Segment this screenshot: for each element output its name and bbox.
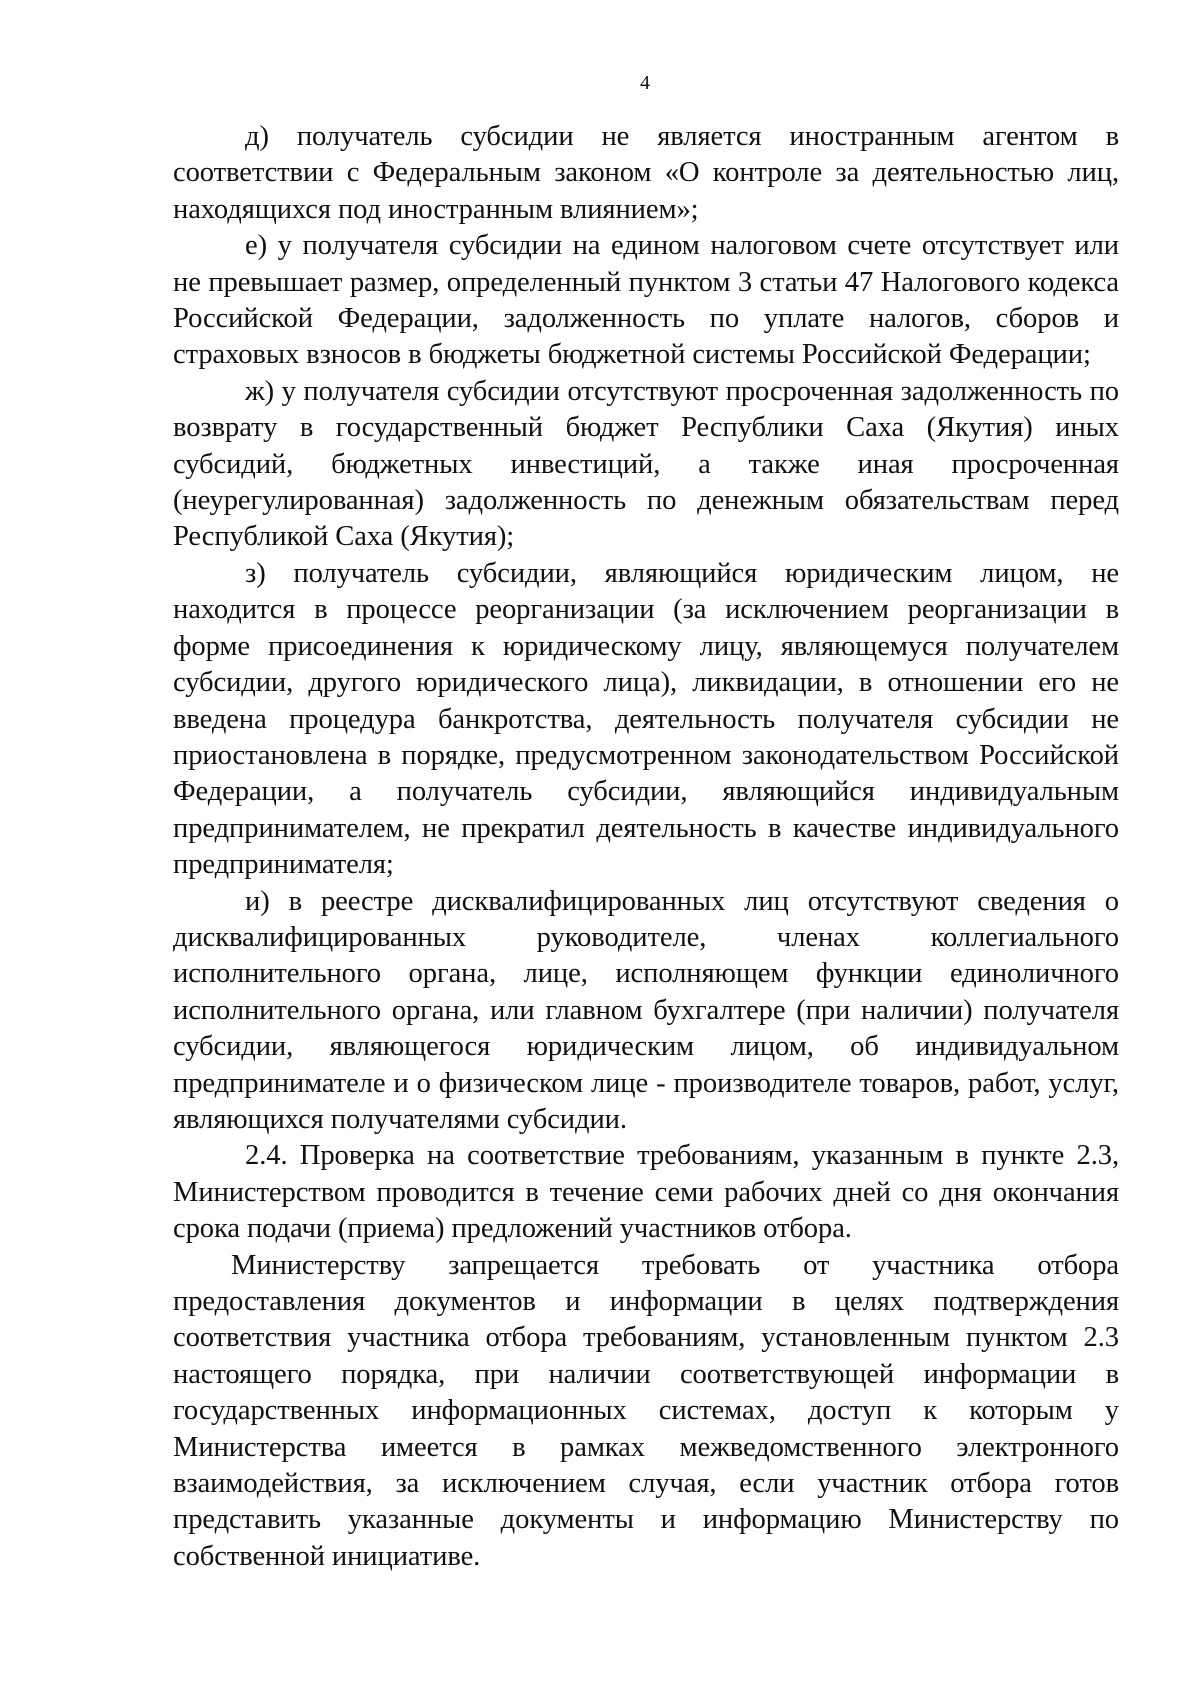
document-body — [173, 119, 1119, 1575]
page-number: 4 — [640, 72, 650, 94]
paragraph-2-4: 2.4. Проверка на соответствие требованиям, указанным в пункте 2.3, Министерством проводится в течение семи рабочих дней со дня окончания срока подачи (приема) предложений участников отбора. — [173, 1140, 1119, 1245]
paragraph-zh: ж) у получателя субсидии отсутствуют просроченная задолженность по возврату в государственный бюджет Республики Саха (Якутия) иных субсидий, бюджетных инвестиций, а также иная просроченная (неурегулированная) задолженность по денежным обязательствам перед Республикой Саха (Якутия); — [173, 375, 1119, 553]
paragraph-ministry-prohibition: Министерству запрещается требовать от участника отбора предоставления документов и информации в целях подтверждения соответствия участника отбора требованиям, установленным пунктом 2.3 настоящего порядка, при наличии соответствующей информации в государственных информационных системах, доступ к которым у Министерства имеется в рамках межведомственного электронного взаимодействия, за исключением случая, если участник отбора готов представить указанные документы и информацию Министерству по собственной инициативе. — [173, 1249, 1119, 1572]
paragraph-i: и) в реестре дисквалифицированных лиц отсутствуют сведения о дисквалифицированных руководителе, членах коллегиального исполнительного органа, лице, исполняющем функции единоличного исполнительного органа, или главном бухгалтере (при наличии) получателя субсидии, являющегося юридическим лицом, об индивидуальном предпринимателе и о физическом лице - производителе товаров, работ, услуг, являющихся получателями субсидии. — [173, 885, 1119, 1135]
paragraph-z: з) получатель субсидии, являющийся юридическим лицом, не находится в процессе реорганизации (за исключением реорганизации в форме присоединения к юридическому лицу, являющемуся получателем субсидии, другого юридического лица), ликвидации, в отношении его не введена процедура банкротства, деятельность получателя субсидии не приостановлена в порядке, предусмотренном законодательством Российской Федерации, а получатель субсидии, являющийся индивидуальным предпринимателем, не прекратил деятельность в качестве индивидуального предпринимателя; — [173, 557, 1119, 881]
paragraph-d: д) получатель субсидии не является иностранным агентом в соответствии с Федеральным законом «О контроле за деятельностью лиц, находящихся под иностранным влиянием»; — [173, 121, 1119, 225]
paragraph-e: е) у получателя субсидии на едином налоговом счете отсутствует или не превышает размер, определенный пунктом 3 статьи 47 Налогового кодекса Российской Федерации, задолженность по уплате налогов, сборов и страховых взносов в бюджеты бюджетной системы Российской Федерации; — [173, 230, 1119, 371]
